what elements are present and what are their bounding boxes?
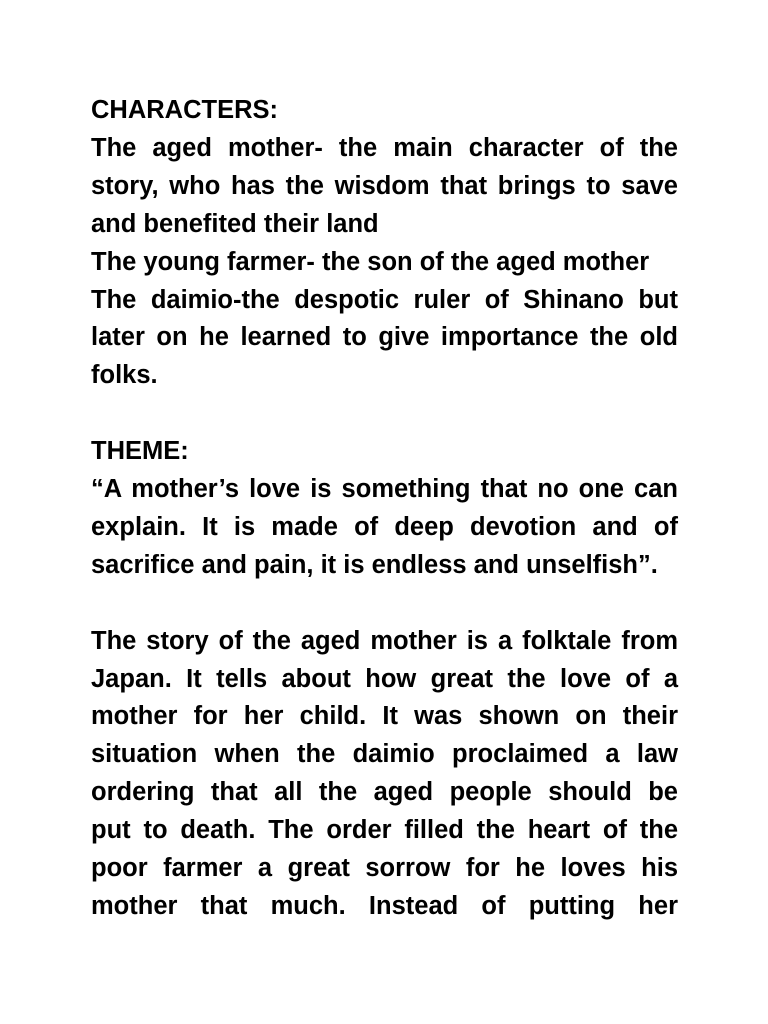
story-line: mother that much. Instead of putting her xyxy=(91,892,678,920)
characters-section xyxy=(91,92,678,395)
paragraph-spacer xyxy=(91,585,678,623)
characters-heading: CHARACTERS: xyxy=(91,96,278,124)
theme-section xyxy=(91,433,678,585)
characters-line: The aged mother- the main character of the xyxy=(91,133,678,162)
story-line: ordering that all the aged people should be xyxy=(91,778,678,807)
characters-line: later on he learned to give importance the old xyxy=(91,323,678,352)
theme-heading: THEME: xyxy=(91,437,189,466)
theme-quote-line: “A mother’s love is something that no one can xyxy=(91,475,678,504)
story-line: Japan. It tells about how great the love of a xyxy=(91,664,678,693)
characters-line: The daimio-the despotic ruler of Shinano but xyxy=(91,285,678,314)
paragraph-spacer xyxy=(91,395,678,433)
theme-quote-line: explain. It is made of deep devotion and of xyxy=(91,512,678,541)
characters-line: story, who has the wisdom that brings to save xyxy=(91,171,678,200)
story-line: situation when the daimio proclaimed a law xyxy=(91,740,678,769)
theme-quote-line: sacrifice and pain, it is endless and unselfish”. xyxy=(91,550,658,579)
document-body xyxy=(91,92,678,926)
characters-line: The young farmer- the son of the aged mother xyxy=(91,247,650,276)
characters-line: folks. xyxy=(91,361,158,390)
story-line: The story of the aged mother is a folktale from xyxy=(91,626,678,655)
story-line: mother for her child. It was shown on their xyxy=(91,702,678,731)
story-line: poor farmer a great sorrow for he loves his xyxy=(91,854,678,883)
story-line: put to death. The order filled the heart of the xyxy=(91,816,678,845)
characters-line: and benefited their land xyxy=(91,209,379,238)
story-section xyxy=(91,623,678,926)
